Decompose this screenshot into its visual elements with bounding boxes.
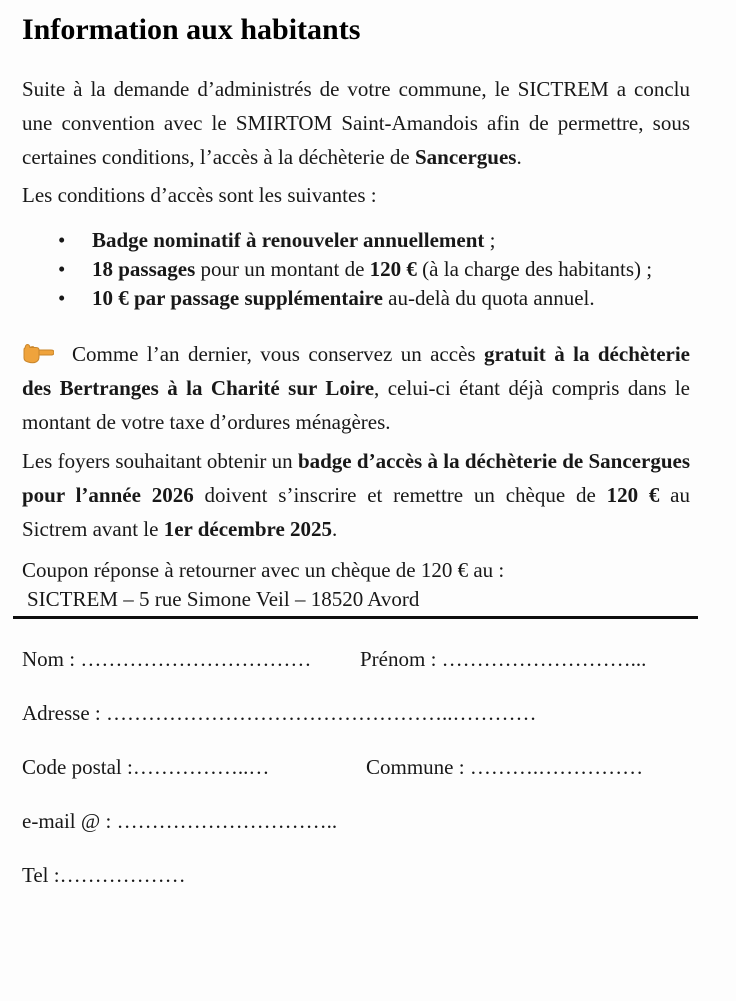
intro-bold-sancergues: Sancergues: [414, 145, 517, 169]
conditions-heading: Les conditions d’accès sont les suivantes :: [22, 183, 377, 207]
notice-text-end: , celui-ci étant déjà compris dans le montant de votre taxe d’ordures ménagères.: [22, 376, 690, 434]
bullet3-bold: 10 € par passage supplémentaire: [92, 286, 383, 310]
registration-bold-date: 1er décembre 2025: [163, 517, 333, 541]
tel-label: Tel :: [22, 863, 60, 887]
coupon-line1: Coupon réponse à retourner avec un chèque de 120 € au :: [22, 558, 505, 582]
notice-bold: gratuit à la déchèterie des Bertranges à la Charité sur Loire: [22, 342, 690, 400]
notice-text: Comme l’an dernier, vous conservez un accès: [72, 342, 484, 366]
field-code-postal: [22, 751, 366, 784]
intro-paragraph: [22, 72, 690, 174]
bullet2-bold-passages: 18 passages: [92, 257, 196, 281]
form-row-code-postal: [22, 751, 690, 784]
intro-period: .: [516, 145, 522, 169]
adresse-label: Adresse :: [22, 701, 101, 725]
bullet-icon: •: [58, 228, 66, 252]
code-postal-label: Code postal :: [22, 755, 133, 779]
bullet1-bold: Badge nominatif à renouveler annuellement: [92, 228, 485, 252]
document-title: Information aux habitants: [22, 13, 361, 46]
form-row-adresse: [22, 697, 690, 730]
bullet2-text: pour un montant de: [195, 257, 370, 281]
registration-paragraph: [22, 444, 690, 546]
commune-dotted-line: ……….……………: [464, 755, 644, 779]
list-item: [58, 226, 690, 255]
nom-label: Nom :: [22, 647, 76, 671]
nom-dotted-line: ……………………………: [75, 647, 312, 671]
field-prenom: [360, 647, 646, 671]
bullet3-text: au-delà du quota annuel.: [382, 286, 595, 310]
bullet2-text-end: (à la charge des habitants) ;: [416, 257, 653, 281]
field-nom: [22, 643, 360, 676]
form-row-email: [22, 805, 690, 838]
bullet-icon: •: [58, 286, 66, 310]
code-postal-dotted-line: ……………..…: [132, 755, 270, 779]
coupon-address: SICTREM – 5 rue Simone Veil – 18520 Avord: [27, 587, 420, 611]
registration-text-2: doivent s’inscrire et remettre un chèque de: [193, 483, 607, 507]
field-tel: [22, 863, 186, 887]
list-item: [58, 284, 690, 313]
notice-paragraph: [22, 337, 690, 439]
email-label: e-mail @ :: [22, 809, 112, 833]
registration-bold-badge: badge d’accès à la déchèterie de Sancergues pour l’année 2026: [22, 449, 690, 507]
form-row-tel: [22, 859, 690, 892]
pointing-finger-icon: [22, 341, 54, 365]
bullet2-bold-price: 120 €: [369, 257, 417, 281]
registration-text-3: au Sictrem avant le: [22, 483, 690, 541]
adresse-dotted-line: …………………………………………..…………: [100, 701, 537, 725]
field-commune: [366, 755, 643, 779]
prenom-dotted-line: ………………………...: [436, 647, 647, 671]
prenom-label: Prénom :: [360, 647, 437, 671]
field-adresse: [22, 701, 536, 725]
list-item: [58, 255, 690, 284]
registration-text: Les foyers souhaitant obtenir un: [22, 449, 298, 473]
registration-bold-price: 120 €: [606, 483, 660, 507]
form-row-name: [22, 643, 690, 676]
divider-line: [13, 616, 698, 619]
coupon-block: [22, 556, 690, 614]
commune-label: Commune :: [366, 755, 465, 779]
email-dotted-line: …………………………..: [111, 809, 338, 833]
bullet-icon: •: [58, 257, 66, 281]
bullet1-text: ;: [484, 228, 496, 252]
registration-period: .: [332, 517, 338, 541]
intro-text: Suite à la demande d’administrés de votre commune, le SICTREM a conclu une convention avec le SMIRTOM Saint-Amandois afin de permettre, sous certaines conditions, l’accès à la déchèterie de: [22, 77, 690, 169]
tel-dotted-line: ………………: [59, 863, 186, 887]
conditions-list: [58, 226, 690, 313]
field-email: [22, 809, 337, 833]
